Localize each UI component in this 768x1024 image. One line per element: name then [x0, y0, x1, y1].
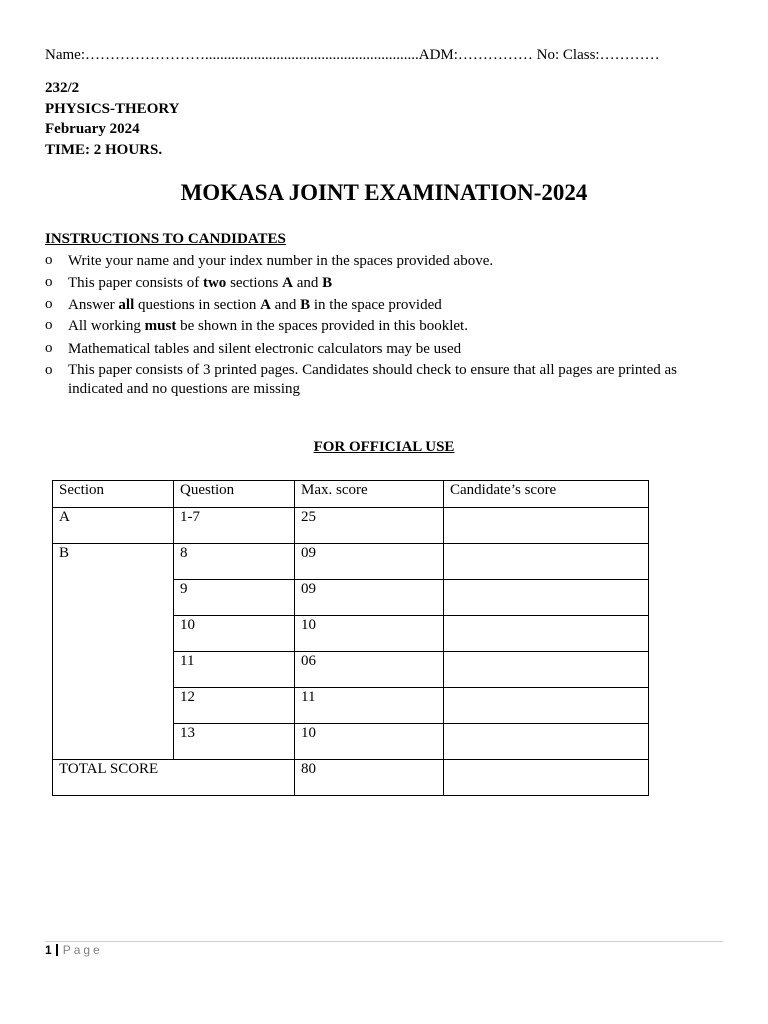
- page-number: 1: [45, 943, 52, 957]
- max-score-cell: 06: [295, 652, 444, 688]
- bullet-marker: o: [45, 340, 53, 356]
- column-header: Max. score: [295, 481, 444, 508]
- paper-time: TIME: 2 HOURS.: [45, 142, 163, 158]
- bullet-marker: o: [45, 296, 53, 312]
- page-word: Page: [62, 943, 103, 957]
- question-cell: 1-7: [174, 508, 295, 544]
- instructions-heading: INSTRUCTIONS TO CANDIDATES: [45, 231, 286, 247]
- instruction-item: This paper consists of two sections A and B: [68, 275, 333, 291]
- max-score-cell: 10: [295, 616, 444, 652]
- official-use-heading: FOR OFFICIAL USE: [313, 439, 455, 455]
- question-cell: 8: [174, 544, 295, 580]
- column-header: Section: [53, 481, 174, 508]
- bullet-marker: o: [45, 252, 53, 268]
- score-table: [52, 480, 649, 796]
- instruction-item: Answer all questions in section A and B in the space provided: [68, 297, 442, 313]
- section-cell: B: [53, 544, 174, 760]
- bullet-marker: o: [45, 274, 53, 290]
- question-cell: 13: [174, 724, 295, 760]
- paper-subject: PHYSICS-THEORY: [45, 101, 180, 117]
- max-score-cell: 09: [295, 544, 444, 580]
- question-cell: 11: [174, 652, 295, 688]
- candidate-score-cell[interactable]: [444, 544, 649, 580]
- table-row: [53, 508, 649, 544]
- name-adm-class-line: Name:…………………….........................................................ADM:…………… No: Class:…………: [45, 47, 660, 63]
- max-score-cell: 80: [295, 760, 444, 796]
- candidate-score-cell[interactable]: [444, 760, 649, 796]
- section-cell: A: [53, 508, 174, 544]
- instruction-item: Write your name and your index number in the spaces provided above.: [68, 253, 494, 269]
- candidate-score-cell[interactable]: [444, 508, 649, 544]
- candidate-score-cell[interactable]: [444, 580, 649, 616]
- bullet-marker: o: [45, 362, 53, 378]
- page-footer: [45, 943, 103, 957]
- candidate-score-cell[interactable]: [444, 724, 649, 760]
- footer-separator: [56, 944, 58, 956]
- max-score-cell: 10: [295, 724, 444, 760]
- bullet-marker: o: [45, 317, 53, 333]
- instruction-item: Mathematical tables and silent electronic calculators may be used: [68, 341, 462, 357]
- question-cell: 9: [174, 580, 295, 616]
- instruction-item: All working must be shown in the spaces provided in this booklet.: [68, 318, 468, 334]
- candidate-score-cell[interactable]: [444, 688, 649, 724]
- column-header: Question: [174, 481, 295, 508]
- candidate-score-cell[interactable]: [444, 616, 649, 652]
- table-header-row: [53, 481, 649, 508]
- column-header: Candidate’s score: [444, 481, 649, 508]
- question-cell: 10: [174, 616, 295, 652]
- total-score-label: TOTAL SCORE: [53, 760, 295, 796]
- question-cell: 12: [174, 688, 295, 724]
- max-score-cell: 25: [295, 508, 444, 544]
- footer-divider: [45, 941, 723, 942]
- exam-title: MOKASA JOINT EXAMINATION-2024: [180, 180, 588, 205]
- paper-code: 232/2: [45, 80, 80, 96]
- candidate-score-cell[interactable]: [444, 652, 649, 688]
- total-row: [53, 760, 649, 796]
- paper-date: February 2024: [45, 121, 140, 137]
- max-score-cell: 09: [295, 580, 444, 616]
- instruction-item: This paper consists of 3 printed pages. Candidates should check to ensure that all pages are printed as indicated and no questions are missing: [68, 362, 677, 397]
- table-row: [53, 544, 649, 580]
- max-score-cell: 11: [295, 688, 444, 724]
